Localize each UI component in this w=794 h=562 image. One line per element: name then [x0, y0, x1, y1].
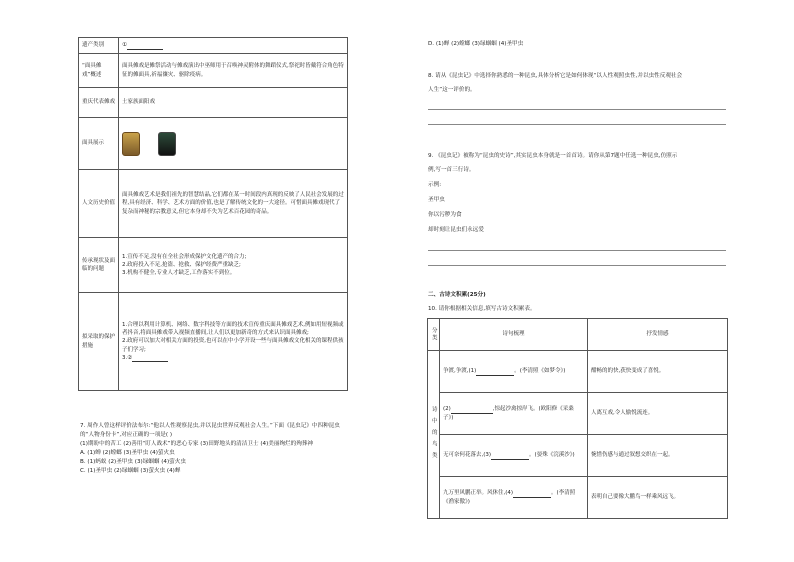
- q9-example-line: 却时刻让昆虫们永远爱: [428, 227, 484, 233]
- row-value: 面具傩戏艺术是我们祖先的智慧结晶,它们都在某一时间段内真现的反映了人民社会发展的过程,具有经济、科学、艺术方面的价值,也是了解传统文化的一大途径。可惜面具傩戏现代了复杂而神秘的宗教意义,但它本身却不失为艺术百花园的奇品。: [119, 170, 348, 238]
- answer-blank[interactable]: [491, 453, 529, 460]
- lines-text: 无可奈何花落去,(3): [443, 452, 492, 459]
- lines-text: 争渡,争渡,(1): [443, 368, 477, 375]
- table-row: [79, 38, 348, 54]
- table-row: [428, 477, 728, 519]
- heritage-table: [78, 37, 348, 391]
- question-7: [80, 422, 352, 476]
- answer-blank[interactable]: [132, 355, 168, 362]
- table-row: [428, 393, 728, 435]
- lines-text: 。(李清照《如梦令》): [514, 368, 566, 375]
- lines-cell: [440, 393, 588, 435]
- emotion-cell: 惋惜伤感与通过叙想交织在一起。: [588, 435, 728, 477]
- answer-line[interactable]: [428, 109, 726, 110]
- answer-blank[interactable]: [476, 369, 514, 376]
- header-class: 分类: [428, 319, 440, 351]
- q10-stem: 10. 请你根据相关信息,填写古诗文积累表。: [428, 306, 536, 312]
- q7-option-a[interactable]: A. (1)蝉 (2)螳螂 (3)圣甲虫 (4)萤火虫: [80, 449, 175, 456]
- measures-text: 1.合理以利用计算机、网络、数字科技等方面的技术宣传重庆面具傩戏艺术,例如用短视频或者抖音,将面具傩戏带入视频直播间,让人们以更加新奇的方式来认识面具傩戏; 2.政府可以加大对相关方面的投资,也可以在中小学开设一些与面具傩戏文化相关的课程供孩子们学习; 3.②: [122, 321, 344, 361]
- row-key: 重庆代表傩戏: [79, 88, 119, 118]
- row-value: 面具傩戏是傩祭活动与傩戏演出中巫师用于召唤神灵附体的舞蹈仪式,祭祀时皆戴符合角色特征的傩面具,祈福禳灾、驱除疫病。: [119, 54, 348, 88]
- q7-items: (1)期盼中的苦工 (2)善用“盯人战术”的恶心专家 (3)田野地头的清洁卫士 (4)美丽绚烂的殉葬神: [80, 440, 314, 447]
- emotion-cell: 酣畅的的快,获快变成了喜悦。: [588, 351, 728, 393]
- lines-text: 九万里风鹏正举。风休住,(4): [443, 489, 514, 496]
- q9-line2: 例,写一首三行诗。: [428, 167, 475, 173]
- lines-cell: [440, 477, 588, 519]
- answer-blank[interactable]: [513, 491, 551, 498]
- q8-line1: 8. 请从《昆虫记》中选择你熟悉的一种昆虫,具体分析它是如何体现“以人性观照虫性,并以虫性反观社会: [428, 73, 683, 79]
- emotion-cell: 表明自己要像大鹏鸟一样乘风远飞。: [588, 477, 728, 519]
- table-row: [79, 293, 348, 391]
- table-row: [79, 118, 348, 170]
- row-key: 传承现状及面临的问题: [79, 238, 119, 293]
- answer-blank[interactable]: [127, 43, 163, 50]
- table-row: [79, 170, 348, 238]
- table-row: [428, 351, 728, 393]
- row-key: 面具展示: [79, 118, 119, 170]
- mask-image-dark: [158, 132, 176, 156]
- answer-line[interactable]: [428, 265, 726, 266]
- row-value: [119, 38, 348, 54]
- q7-stem: 7. 周作人曾这样评价法布尔:“他以人性观察昆虫,并以昆虫世界反观社会人生。”下面《昆虫记》中四种昆虫的“人物身份卡”,对应正确的一项是( ): [80, 423, 340, 438]
- q9-line1: 9. 《昆虫记》被称为“昆虫的史诗”,其实昆虫本身就是一首首诗。请你从第7题中任选一种昆虫,仿照示: [428, 153, 678, 159]
- section-title: 二、古诗文积累(25分): [428, 292, 486, 298]
- mask-image-gold: [122, 132, 140, 156]
- q7-option-d[interactable]: D. (1)蝉 (2)螳螂 (3)绿蝈蝈 (4)圣甲虫: [428, 41, 524, 47]
- table-row: [79, 54, 348, 88]
- table-row: [79, 88, 348, 118]
- q8-line2: 人生”这一评价的。: [428, 87, 476, 93]
- row-key: “面具傩戏”概述: [79, 54, 119, 88]
- row-key: 遗产类别: [79, 38, 119, 54]
- row-key: 拟采取的保护措施: [79, 293, 119, 391]
- table-header-row: [428, 319, 728, 351]
- answer-line[interactable]: [428, 250, 726, 251]
- table-row: [428, 435, 728, 477]
- header-lines: 诗句梳理: [440, 319, 588, 351]
- q9-example-line: 你以污秽为食: [428, 212, 462, 218]
- row-value: 土家族面阳戏: [119, 88, 348, 118]
- lines-text: 。(晏殊《浣溪沙》): [529, 452, 575, 459]
- table-row: [79, 238, 348, 293]
- row-value: [119, 293, 348, 391]
- answer-blank[interactable]: [451, 407, 493, 414]
- lines-text: ,惊起沙禽掠岸飞。(欧阳修《采桑子》): [443, 405, 574, 421]
- poetry-table: [427, 318, 728, 519]
- answer-line[interactable]: [428, 124, 726, 125]
- q7-option-c[interactable]: C. (1)圣甲虫 (2)绿蝈蝈 (3)萤火虫 (4)蝉: [80, 467, 181, 474]
- lines-cell: [440, 435, 588, 477]
- side-label: 诗中的鸟类: [428, 351, 440, 519]
- q9-example-line: 圣甲虫: [428, 197, 445, 203]
- lines-cell: [440, 351, 588, 393]
- row-key: 人文历史价值: [79, 170, 119, 238]
- emotion-cell: 人离互戏,令人愉悦流连。: [588, 393, 728, 435]
- lines-text: (2): [443, 405, 451, 412]
- q7-option-b[interactable]: B. (1)蚂蚁 (2)圣甲虫 (3)绿蝈蝈 (4)萤火虫: [80, 458, 186, 465]
- lines-text: 。(李清照《渔家傲》): [443, 489, 576, 505]
- q9-example-label: 示例:: [428, 182, 442, 188]
- row-value: [119, 118, 348, 170]
- blank-label: ①: [122, 42, 127, 49]
- header-emotion: 抒发情感: [588, 319, 728, 351]
- row-value: 1.宣传不足,没有在全社会形成保护文化遗产的合力; 2.政府投入不足,抢盗、抢救、保护经费严重缺乏; 3.机构不健全,专业人才缺乏,工作落实不到位。: [119, 238, 348, 293]
